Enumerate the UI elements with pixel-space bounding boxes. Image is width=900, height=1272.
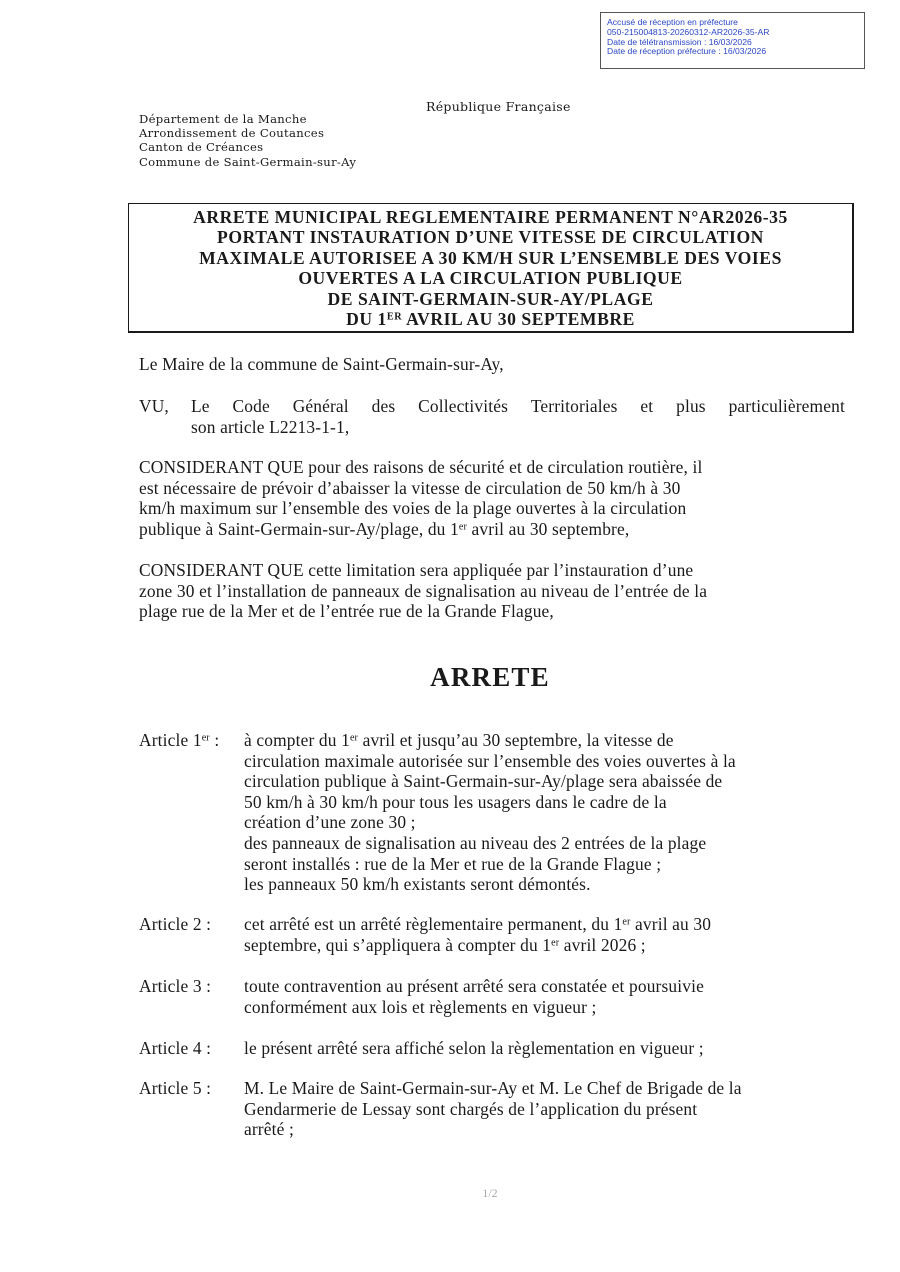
article-line [244, 935, 844, 956]
article-2-label: Article 2 : [139, 914, 212, 934]
stamp-line: Accusé de réception en préfecture [607, 17, 738, 27]
decree-title-box [128, 203, 854, 333]
stamp-line: Date de réception préfecture : 16/03/2026 [607, 46, 767, 57]
page-number: 1/2 [482, 1186, 498, 1200]
article-4-label: Article 4 : [139, 1038, 212, 1058]
considerant-line: zone 30 et l’installation de panneaux de signalisation au niveau de l’entrée de la [139, 580, 708, 601]
title-sup: ER [386, 311, 403, 323]
title-text: AVRIL AU 30 SEPTEMBRE [402, 309, 635, 330]
considerant-line [139, 519, 845, 540]
stamp-line: Date de télétransmission : 16/03/2026 [607, 36, 752, 47]
vu-label: VU, [139, 396, 169, 416]
article-line: des panneaux de signalisation au niveau des 2 entrées de la plage [244, 832, 707, 853]
article-text: avril et jusqu’au 30 septembre, la vitesse de [358, 730, 674, 750]
considerant-line: est nécessaire de prévoir d’abaisser la vitesse de circulation de 50 km/h à 30 [139, 477, 681, 498]
article-text: à compter du 1 [244, 730, 350, 750]
article-label-text: Article 1 [139, 730, 202, 750]
article-text: avril 2026 ; [559, 934, 646, 955]
title-line: OUVERTES A LA CIRCULATION PUBLIQUE [298, 268, 683, 289]
considerant-1 [139, 457, 845, 539]
vu-word: des [371, 396, 396, 416]
reception-stamp [600, 12, 865, 69]
admin-line: Commune de Saint-Germain-sur-Ay [139, 154, 357, 169]
article-line: les panneaux 50 km/h existants seront démontés. [244, 874, 591, 895]
article-line: circulation publique à Saint-Germain-sur-Ay/plage sera abaissée de [244, 771, 723, 792]
article-sup: er [551, 937, 560, 949]
article-text: avril au 30 [630, 914, 712, 934]
vu-line [191, 396, 845, 417]
vu-word: Le [191, 396, 210, 416]
article-label-text: : [209, 730, 220, 750]
article-label-sup: er [201, 732, 210, 744]
title-line: MAXIMALE AUTORISEE A 30 KM/H SUR L’ENSEMBLE DES VOIES [199, 247, 782, 268]
vu-word: particulièrement [728, 396, 845, 416]
article-line: toute contravention au présent arrêté sera constatée et poursuivie [244, 976, 704, 996]
considerant-text: publique à Saint-Germain-sur-Ay/plage, du 1 [139, 518, 459, 539]
article-line [244, 730, 844, 751]
considerant-line: km/h maximum sur l’ensemble des voies de la plage ouvertes à la circulation [139, 498, 687, 519]
article-line: arrêté ; [244, 1119, 294, 1140]
article-line: le présent arrêté sera affiché selon la règlementation en vigueur ; [244, 1038, 704, 1058]
vu-word: Territoriales [530, 396, 618, 416]
vu-word: plus [676, 396, 706, 416]
considerant-line: CONSIDERANT QUE cette limitation sera appliquée par l’instauration d’une [139, 560, 694, 580]
article-line: M. Le Maire de Saint-Germain-sur-Ay et M. Le Chef de Brigade de la [244, 1078, 742, 1098]
article-5-label: Article 5 : [139, 1078, 212, 1098]
article-3-body [244, 976, 844, 1017]
article-line: 50 km/h à 30 km/h pour tous les usagers dans le cadre de la [244, 791, 667, 812]
title-line: PORTANT INSTAURATION D’UNE VITESSE DE CIRCULATION [217, 227, 764, 248]
article-line: création d’une zone 30 ; [244, 812, 416, 833]
considerant-line: CONSIDERANT QUE pour des raisons de sécurité et de circulation routière, il [139, 457, 703, 477]
article-sup: er [622, 916, 631, 928]
article-text: septembre, qui s’appliquera à compter du 1 [244, 934, 552, 955]
considerant-text: avril au 30 septembre, [467, 518, 630, 539]
article-sup: er [349, 732, 359, 744]
admin-line: Département de la Manche [139, 112, 307, 126]
article-line: circulation maximale autorisée sur l’ensemble des voies ouvertes à la [244, 750, 736, 771]
vu-paragraph [191, 396, 845, 437]
arrete-heading: ARRETE [430, 662, 550, 692]
considerant-2 [139, 560, 845, 622]
article-1-body [244, 730, 844, 895]
vu-line: son article L2213-1-1, [191, 416, 350, 437]
admin-line: Arrondissement de Coutances [139, 126, 325, 141]
article-line: seront installés : rue de la Mer et rue de la Grande Flague ; [244, 853, 662, 874]
article-4-body [244, 1038, 844, 1059]
considerant-line: plage rue de la Mer et de l’entrée rue de la Grande Flague, [139, 601, 554, 622]
vu-word: et [640, 396, 654, 416]
vu-word: Général [292, 396, 349, 416]
article-line: Gendarmerie de Lessay sont chargés de l’application du présent [244, 1098, 698, 1119]
considerant-sup: er [458, 521, 468, 533]
vu-word: Collectivités [418, 396, 508, 416]
vu-word: Code [232, 396, 270, 416]
admin-line: Canton de Créances [139, 140, 264, 155]
title-text: DU 1 [346, 309, 387, 330]
mayor-line: Le Maire de la commune de Saint-Germain-sur-Ay, [139, 354, 504, 374]
stamp-line: 050-215004813-20260312-AR2026-35-AR [607, 26, 770, 37]
title-line: ARRETE MUNICIPAL REGLEMENTAIRE PERMANENT N°AR2026-35 [193, 207, 788, 227]
article-1-label [139, 730, 243, 751]
title-line: DE SAINT-GERMAIN-SUR-AY/PLAGE [327, 288, 654, 309]
article-text: cet arrêté est un arrêté règlementaire permanent, du 1 [244, 914, 623, 934]
title-line [129, 309, 852, 329]
article-line: conformément aux lois et règlements en vigueur ; [244, 996, 597, 1017]
article-2-body [244, 914, 844, 955]
article-line [244, 914, 844, 935]
article-3-label: Article 3 : [139, 976, 212, 996]
republic-heading: République Française [426, 99, 571, 114]
administrative-header [139, 112, 356, 169]
article-5-body [244, 1078, 844, 1140]
